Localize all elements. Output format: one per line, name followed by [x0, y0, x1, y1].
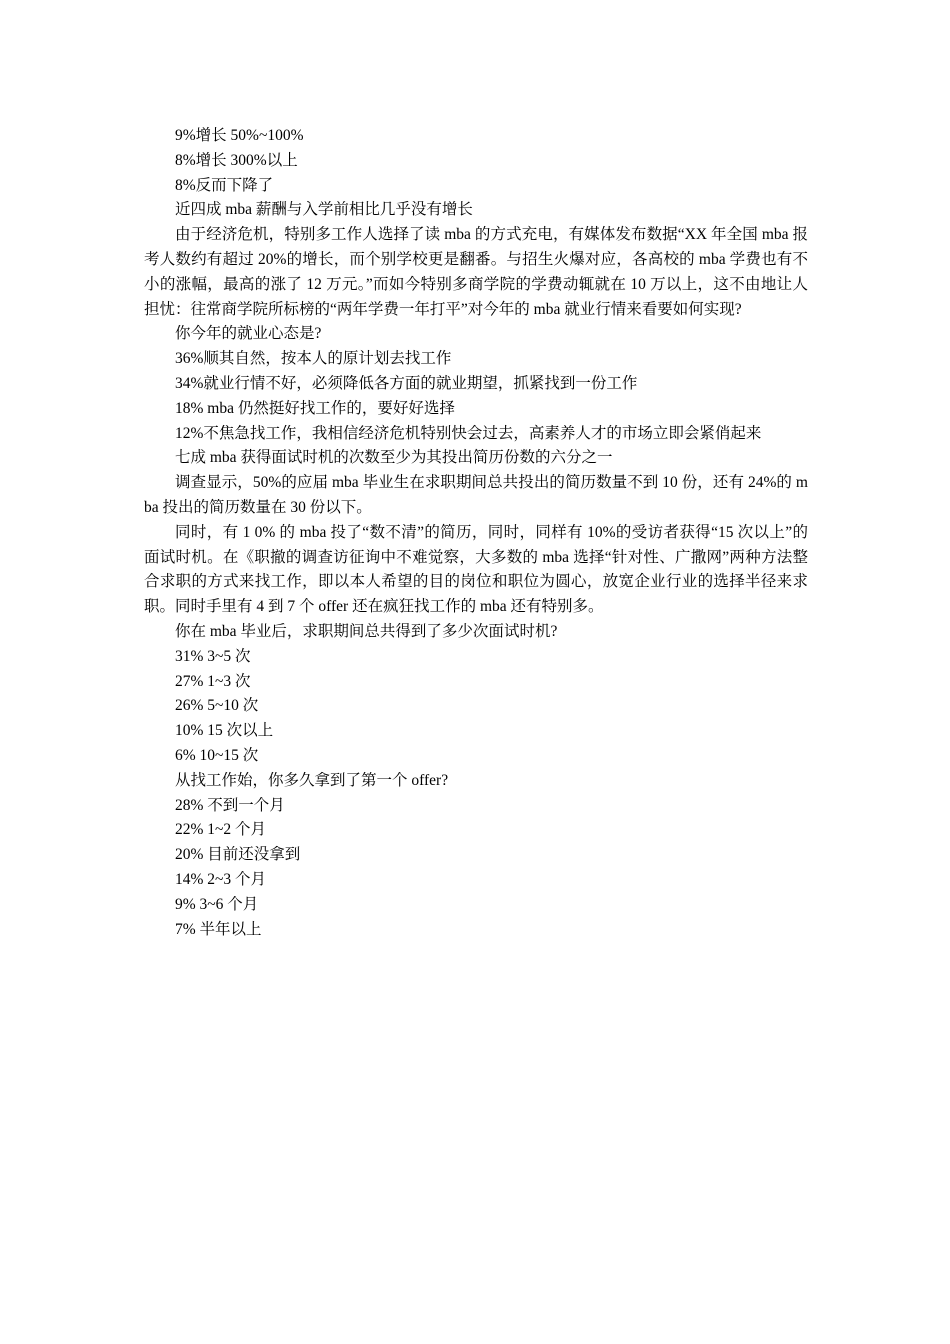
stat-line: 12%不焦急找工作，我相信经济危机特别快会过去，高素养人才的市场立即会紧俏起来	[175, 424, 762, 442]
stat-line: 22% 1~2 个月	[175, 821, 267, 839]
document-page	[144, 124, 808, 942]
section-heading: 近四成 mba 薪酬与入学前相比几乎没有增长	[175, 201, 473, 219]
stat-line: 8%增长 300%以上	[175, 151, 298, 169]
stat-line: 7% 半年以上	[175, 920, 262, 938]
stat-line: 20% 目前还没拿到	[175, 846, 301, 864]
stat-line: 6% 10~15 次	[175, 746, 259, 764]
section-heading: 七成 mba 获得面试时机的次数至少为其投出简历份数的六分之一	[175, 449, 613, 467]
stat-line: 34%就业行情不好，必须降低各方面的就业期望，抓紧找到一份工作	[175, 374, 638, 392]
stat-line: 9%增长 50%~100%	[175, 127, 304, 144]
survey-question: 从找工作始，你多久拿到了第一个 offer?	[175, 771, 449, 789]
stat-line: 14% 2~3 个月	[175, 870, 267, 888]
survey-question: 你今年的就业心态是?	[175, 325, 322, 343]
stat-line: 36%顺其自然，按本人的原计划去找工作	[175, 350, 452, 368]
survey-question: 你在 mba 毕业后，求职期间总共得到了多少次面试时机?	[175, 622, 558, 640]
stat-line: 8%反而下降了	[175, 176, 274, 194]
body-paragraph: 同时，有 1 0% 的 mba 投了“数不清”的简历，同时，同样有 10%的受访者获得“15 次以上”的面试时机。在《职撤的调查访征询中不难觉察，大多数的 mba 选择“针对性、广撒网”两种方法整合求职的方式来找工作，即以本人希望的目的岗位和职位为圆心，放宽企业行业的选择半径来求职。同时手里有 4 到 7 个 offer 还在疯狂找工作的 mba 还有特别多。	[144, 523, 808, 616]
stat-line: 18% mba 仍然挺好找工作的，要好好选择	[175, 399, 455, 417]
body-paragraph: 调查显示，50%的应届 mba 毕业生在求职期间总共投出的简历数量不到 10 份，还有 24%的 mba 投出的简历数量在 30 份以下。	[144, 474, 808, 516]
stat-line: 27% 1~3 次	[175, 672, 251, 690]
stat-line: 31% 3~5 次	[175, 647, 251, 665]
body-paragraph: 由于经济危机，特别多工作人选择了读 mba 的方式充电，有媒体发布数据“XX 年全国 mba 报考人数约有超过 20%的增长，而个别学校更是翻番。与招生火爆对应，各高校的 mba 学费也有不小的涨幅，最高的涨了 12 万元。”而如今特别多商学院的学费动辄就在 10 万以上，这不由地让人担忧：往常商学院所标榜的“两年学费一年打平”对今年的 mba 就业行情来看要如何实现?	[144, 226, 808, 318]
stat-line: 10% 15 次以上	[175, 722, 274, 740]
stat-line: 28% 不到一个月	[175, 796, 285, 814]
stat-line: 9% 3~6 个月	[175, 895, 259, 913]
stat-line: 26% 5~10 次	[175, 697, 259, 715]
